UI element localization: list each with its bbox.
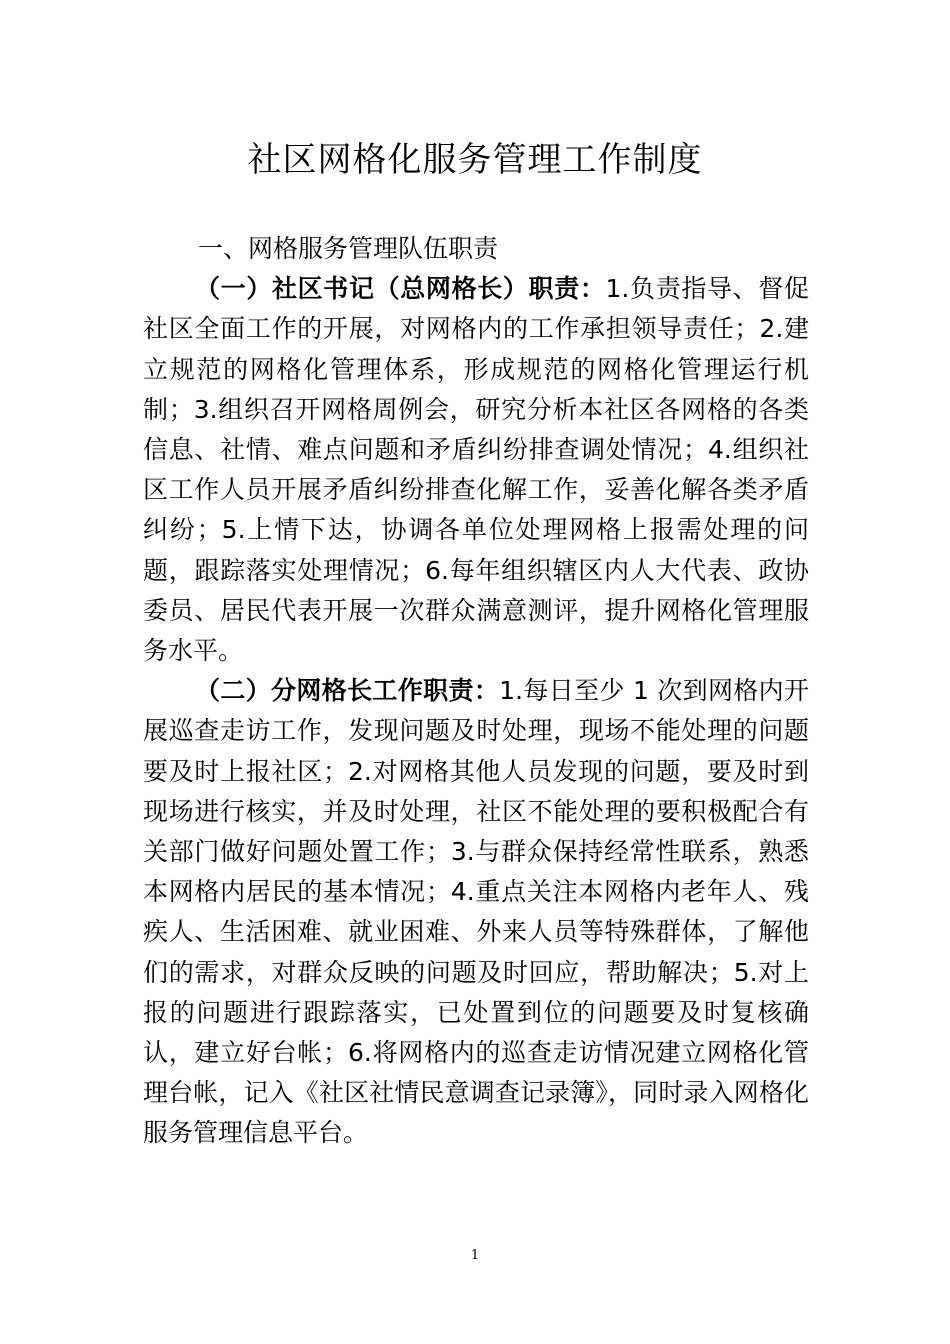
paragraph-text: 1.每日至少 1 次到网格内开展巡查走访工作，发现问题及时处理，现场不能处理的问题要及时上报社区；2.对网格其他人员发现的问题，要及时到现场进行核实，并及时处理，社区不能处理的要积极配合有关部门做好问题处置工作；3.与群众保持经常性联系，熟悉本网格内居民的基本情况；4.重点关注本网格内老年人、残疾人、生活困难、就业困难、外来人员等特殊群体，了解他们的需求，对群众反映的问题及时回应，帮助解决；5.对上报的问题进行跟踪落实，已处置到位的问题要及时复核确认，建立好台帐；6.将网格内的巡查走访情况建立网格化管理台帐，记入《社区社情民意调查记录簿》，同时录入网格化服务管理信息平台。 (143, 676, 809, 1148)
section-heading: 一、网格服务管理队伍职责 (198, 234, 499, 263)
paragraph-text: 1.负责指导、督促社区全面工作的开展，对网格内的工作承担领导责任；2.建立规范的网格化管理体系，形成规范的网格化管理运行机制；3.组织召开网格周例会，研究分析本社区各网格的各类信息、社情、难点问题和矛盾纠纷排查调处情况；4.组织社区工作人员开展矛盾纠纷排查化解工作，妥善化解各类矛盾纠纷；5.上情下达，协调各单位处理网格上报需处理的问题，跟踪落实处理情况；6.每年组织辖区内人大代表、政协委员、居民代表开展一次群众满意测评，提升网格化管理服务水平。 (143, 274, 809, 666)
page-number: 1 (470, 1248, 480, 1263)
paragraph-lead: （一）社区书记（总网格长）职责： (195, 274, 606, 304)
document-title: 社区网格化服务管理工作制度 (247, 140, 703, 180)
document-body (143, 229, 809, 1154)
paragraph-grid-leader-duties (143, 671, 809, 1153)
paragraph-lead: （二）分网格长工作职责： (195, 676, 500, 706)
paragraph-party-secretary-duties (143, 269, 809, 671)
